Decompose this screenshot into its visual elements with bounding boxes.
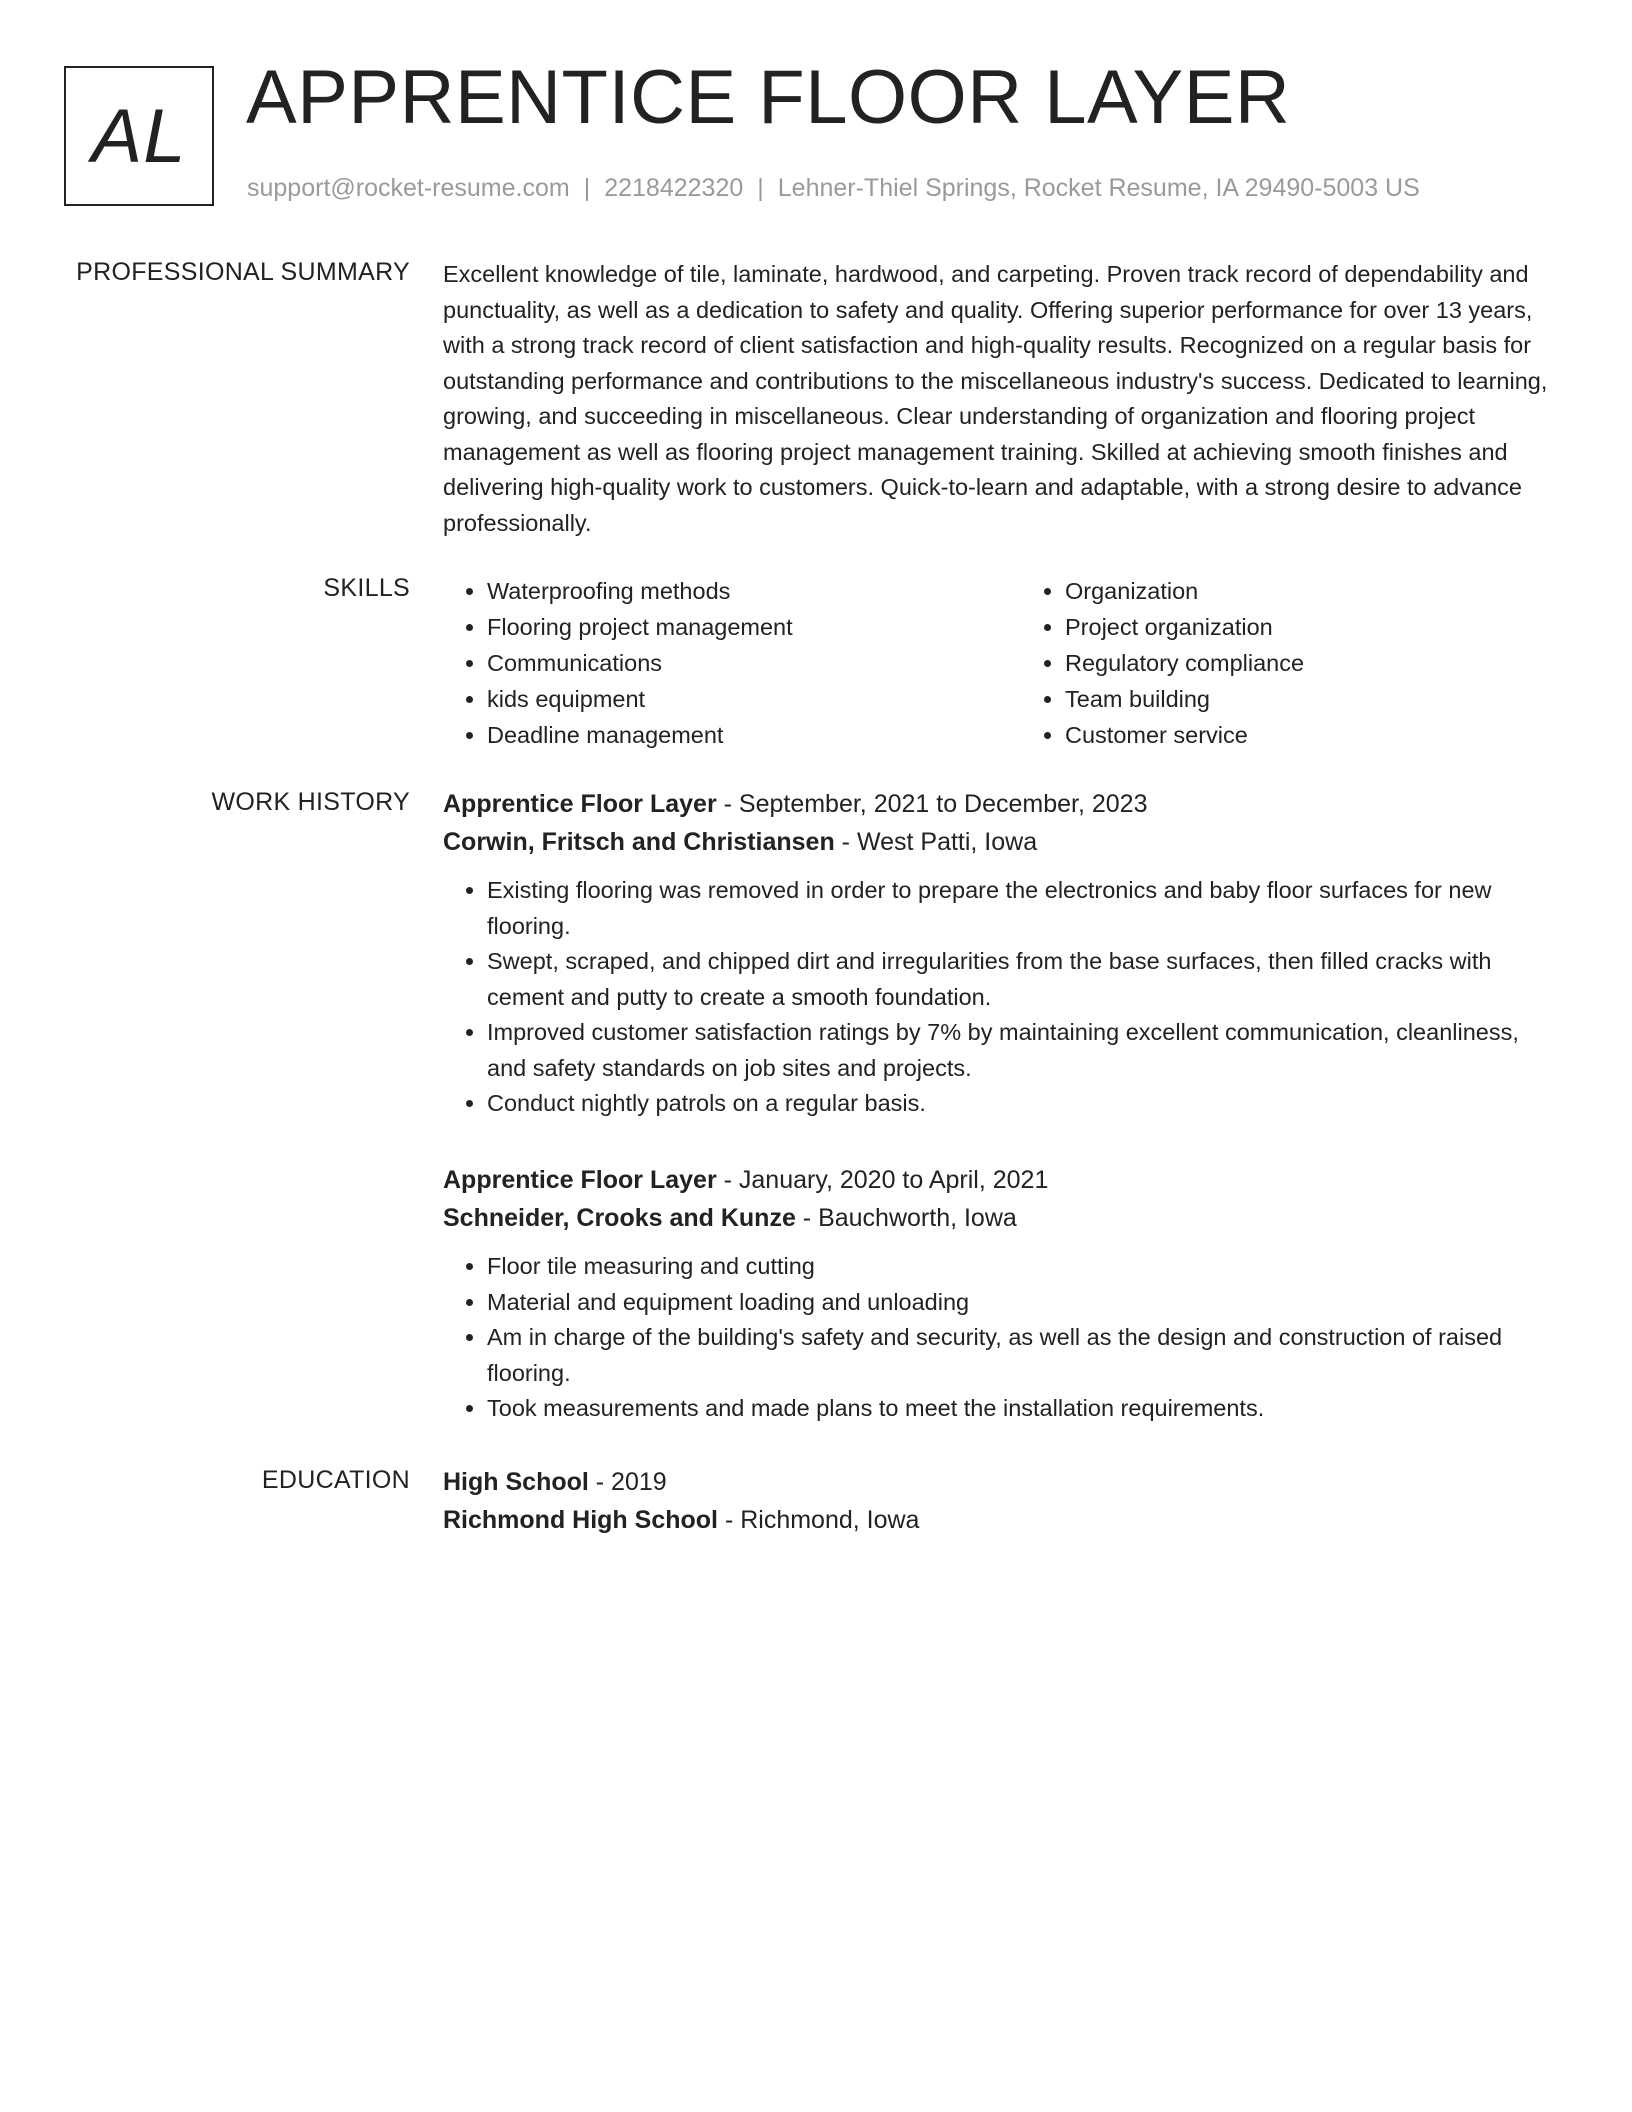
skill-item: • Customer service	[1065, 717, 1555, 753]
skills-section	[443, 573, 1555, 753]
contact-line	[247, 174, 1420, 203]
education-degree: High School	[443, 1468, 589, 1496]
job-bullet: • Floor tile measuring and cutting	[487, 1249, 1555, 1285]
job-bullet: • Improved customer satisfaction ratings by 7% by maintaining excellent communication, cleanliness, and safety standards on job sites and projects.	[487, 1015, 1555, 1086]
job-company-line	[443, 823, 1555, 861]
job-bullets	[443, 1249, 1555, 1427]
job-dates: - January, 2020 to April, 2021	[716, 1166, 1049, 1194]
section-label-work-history: WORK HISTORY	[211, 788, 410, 816]
contact-phone[interactable]: 2218422320	[604, 174, 744, 202]
job-company-line	[443, 1199, 1555, 1237]
skill-item: • Organization	[1065, 573, 1555, 609]
summary-text: Excellent knowledge of tile, laminate, hardwood, and carpeting. Proven track record of dependability and punctuality, as well as a dedication to safety and quality. Offering superior performance for over 13 years, with a strong track record of client satisfaction and high-quality results. Recognized on a regular basis for outstanding performance and contributions to the miscellaneous industry's success. Dedicated to learning, growing, and succeeding in miscellaneous. Clear understanding of organization and flooring project management as well as flooring project management training. Skilled at achieving smooth finishes and delivering high-quality work to customers. Quick-to-learn and adaptable, with a strong desire to advance professionally.	[443, 261, 1548, 536]
job-bullet: • Existing flooring was removed in order to prepare the electronics and baby floor surfaces for new flooring.	[487, 873, 1555, 944]
job-company: Schneider, Crooks and Kunze	[443, 1204, 796, 1232]
education-school-line	[443, 1501, 1555, 1539]
job-bullet: • Conduct nightly patrols on a regular basis.	[487, 1086, 1555, 1122]
job-dates: - September, 2021 to December, 2023	[716, 790, 1148, 818]
contact-email[interactable]: support@rocket-resume.com	[247, 174, 570, 202]
skill-item: • Waterproofing methods	[487, 573, 977, 609]
skill-item: • Regulatory compliance	[1065, 645, 1555, 681]
contact-separator: |	[757, 174, 764, 202]
job-title: Apprentice Floor Layer	[443, 1166, 717, 1194]
job-title-line	[443, 1161, 1555, 1199]
education-degree-line	[443, 1463, 1555, 1501]
summary-section	[443, 257, 1555, 541]
skill-item: • Team building	[1065, 681, 1555, 717]
education-section	[443, 1463, 1555, 1539]
skill-item: • Communications	[487, 645, 977, 681]
section-label-summary: PROFESSIONAL SUMMARY	[76, 258, 410, 286]
education-location: - Richmond, Iowa	[718, 1506, 920, 1534]
contact-address: Lehner-Thiel Springs, Rocket Resume, IA 29490-5003 US	[777, 174, 1420, 202]
section-label-education: EDUCATION	[261, 1466, 410, 1494]
monogram-box: AL	[64, 66, 214, 206]
section-label-skills: SKILLS	[323, 574, 410, 602]
candidate-name: APPRENTICE FLOOR LAYER	[246, 55, 1291, 140]
skill-item: • kids equipment	[487, 681, 977, 717]
job-location: - West Patti, Iowa	[834, 828, 1038, 856]
job-bullets	[443, 873, 1555, 1122]
job-bullet: • Swept, scraped, and chipped dirt and irregularities from the base surfaces, then filled cracks with cement and putty to create a smooth foundation.	[487, 944, 1555, 1015]
contact-separator: |	[583, 174, 591, 202]
job-company: Corwin, Fritsch and Christiansen	[443, 828, 835, 856]
job-location: - Bauchworth, Iowa	[795, 1204, 1017, 1232]
job-bullet: • Took measurements and made plans to meet the installation requirements.	[487, 1391, 1555, 1427]
education-school: Richmond High School	[443, 1506, 718, 1534]
job-bullet: • Material and equipment loading and unloading	[487, 1285, 1555, 1321]
skill-item: • Project organization	[1065, 609, 1555, 645]
job-entry	[443, 1161, 1555, 1427]
job-title-line	[443, 785, 1555, 823]
skills-list-right	[1021, 573, 1555, 753]
skill-item: • Flooring project management	[487, 609, 977, 645]
job-title: Apprentice Floor Layer	[443, 790, 717, 818]
skill-item: • Deadline management	[487, 717, 977, 753]
education-year: - 2019	[588, 1468, 667, 1496]
job-bullet: • Am in charge of the building's safety and security, as well as the design and construction of raised flooring.	[487, 1320, 1555, 1391]
job-entry	[443, 785, 1555, 1122]
skills-list-left	[443, 573, 977, 753]
